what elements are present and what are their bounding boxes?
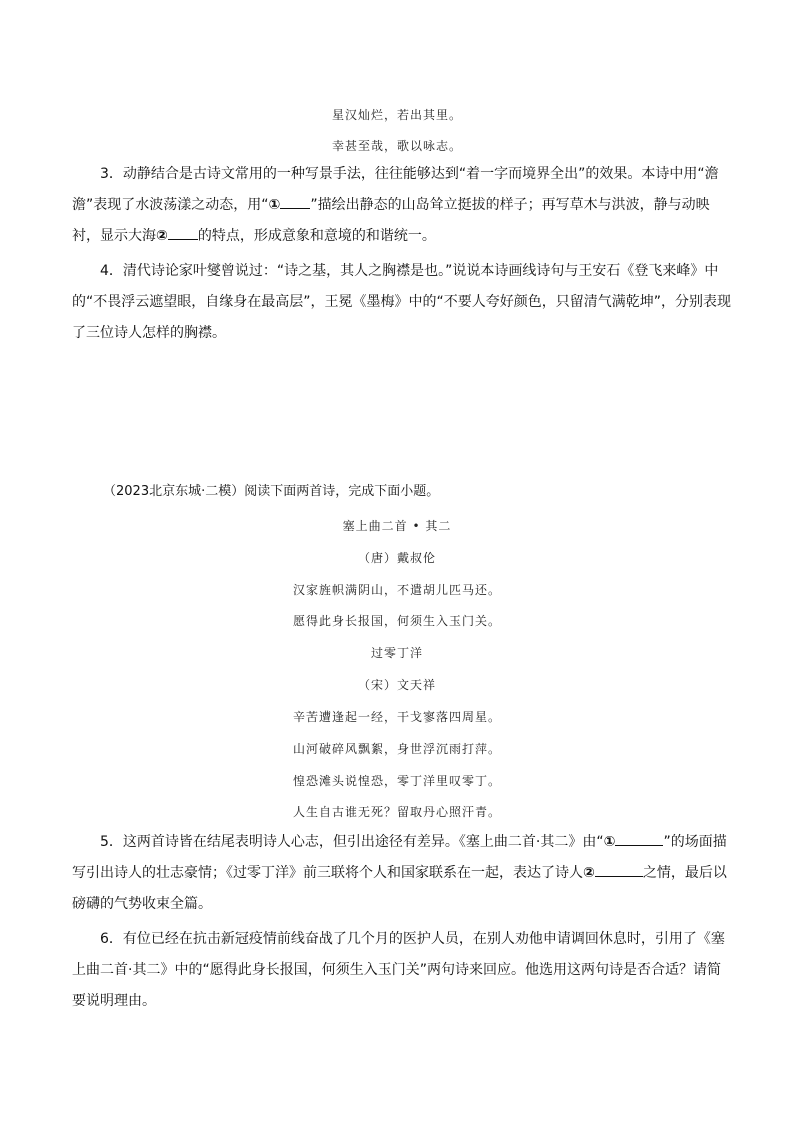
blank-marker-2: ② [156, 228, 168, 244]
question-4: 4．清代诗论家叶燮曾说过：“诗之基，其人之胸襟是也。”说说本诗画线诗句与王安石《登飞来峰》中的“不畏浮云遮望眼，自缘身在最高层”，王冕《墨梅》中的“不要人夸好颜色，只留清气满乾坤”，分别表现了三位诗人怎样的胸襟。 [72, 263, 732, 341]
poem-title: 塞上曲二首 • 其二 [342, 519, 452, 533]
question-text: 的特点，形成意象和意境的和谐统一。 [197, 228, 436, 244]
question-text: 5．这两首诗皆在结尾表明诗人心志，但引出途径有差异。《塞上曲二首·其二》由“ [100, 834, 604, 850]
answer-blank-2[interactable] [168, 225, 198, 240]
poem-author: （唐）戴叔伦 [357, 551, 436, 565]
poem-line: 幸甚至哉，歌以咏志。 [331, 139, 462, 153]
poem-author: （宋）文天祥 [357, 678, 436, 692]
answer-blank-1[interactable] [280, 194, 310, 209]
question-text: ”的场面描写引出诗人的壮志豪情；《过零丁洋》前三联将个人和国家联系在一起，表达了诗人 [72, 834, 727, 881]
poem-line: 人生自古谁无死？留取丹心照汗青。 [292, 805, 501, 819]
blank-marker-2: ② [583, 865, 595, 881]
answer-blank-2[interactable] [595, 862, 643, 877]
poem-line: 惶恐滩头说惶恐，零丁洋里叹零丁。 [292, 774, 501, 788]
question-text: 3．动静结合是古诗文常用的一种写景手法，往往能够达到“着一字而境界全出”的效果。本诗中用“澹澹”表现了水波荡漾之动态，用“ [72, 166, 719, 213]
blank-marker-1: ① [268, 197, 281, 213]
question-text: ”描绘出静态的山岛耸立挺拔的样子；再写草木与洪波，静与动映衬，显示大海 [72, 197, 710, 244]
question-6: 6．有位已经在抗击新冠疫情前线奋战了几个月的医护人员，在别人劝他申请调回休息时，引用了《塞上曲二首·其二》中的“愿得此身长报国，何须生入玉门关”两句诗来回应。他选用这两句诗是否合适？请简要说明理由。 [72, 931, 725, 1009]
section-intro: （2023北京东城·二模）阅读下面两首诗，完成下面小题。 [103, 484, 440, 499]
poem-line: 星汉灿烂，若出其里。 [331, 108, 462, 122]
question-5 [72, 827, 734, 920]
poem-line: 汉家旌帜满阴山，不遣胡儿匹马还。 [292, 583, 501, 597]
question-text: 之情，最后以磅礴的气势收束全篇。 [72, 865, 727, 912]
poem-line: 愿得此身长报国，何须生入玉门关。 [292, 614, 501, 628]
blank-marker-1: ① [603, 834, 616, 850]
poem-title: 过零丁洋 [370, 646, 423, 660]
answer-blank-1[interactable] [615, 831, 663, 846]
poem-line: 山河破碎风飘絮，身世浮沉雨打萍。 [292, 742, 501, 756]
poem-line: 辛苦遭逢起一经，干戈寥落四周星。 [292, 710, 501, 724]
question-3 [72, 159, 734, 252]
